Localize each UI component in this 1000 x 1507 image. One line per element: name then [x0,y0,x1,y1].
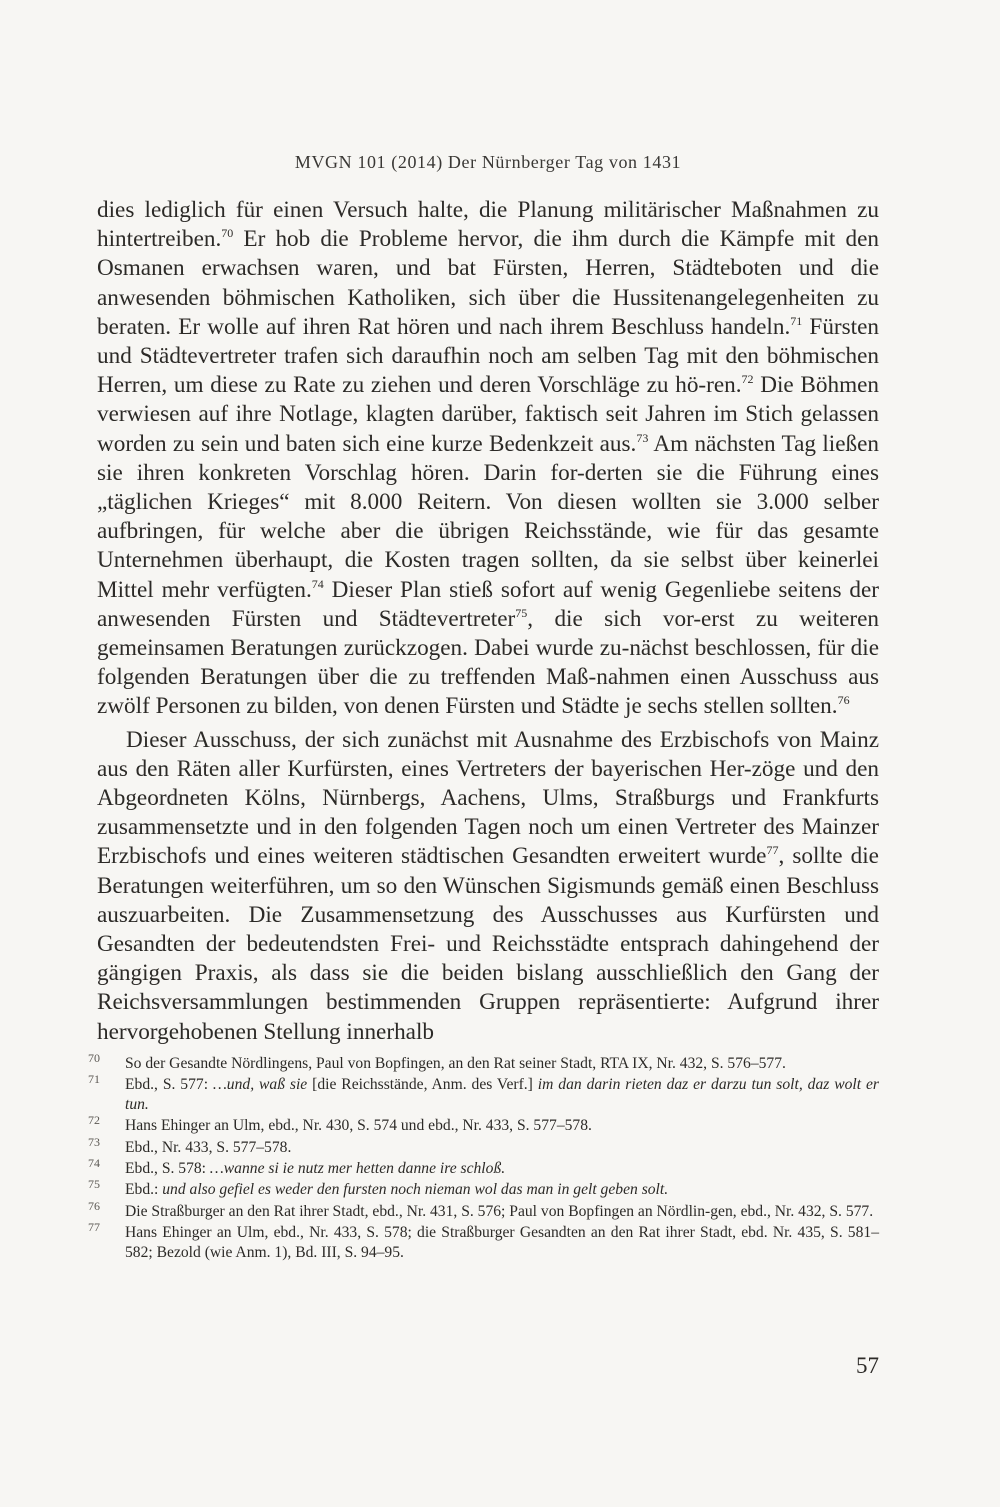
running-head: MVGN 101 (2014) Der Nürnberger Tag von 1431 [294,152,682,172]
footnote-ref: 77 [766,843,779,858]
footnote-number: 73 [88,1134,100,1149]
footnote-text: Hans Ehinger an Ulm, ebd., Nr. 430, S. 574 und ebd., Nr. 433, S. 577–578. [125,1117,592,1135]
footnote-ref: 71 [790,313,803,328]
footnote-text: Ebd.: [125,1181,163,1199]
paragraph-1 [97,196,879,722]
footnote [88,1051,879,1073]
footnote-text: [die Reichsstände, Anm. des Verf.] [307,1076,538,1094]
footnote [88,1198,879,1221]
footnote [88,1220,879,1262]
text-run: , sollte die Beratungen weiterführen, um so den Wünschen Sigismunds gemäß einen Beschluss auszuarbeiten. Die Zusammensetzung des Ausschusses aus Kurfürsten und Gesandten der bedeutendsten Frei- und Reichsstädte entsprach dahingehend der gängigen Praxis, als dass sie die beiden bislang ausschließlich den Gang der Reichsversammlungen bestimmenden Gruppen repräsentierte: Aufgrund ihrer hervorgehobenen Stellung innerhalb [97,843,879,1045]
footnote-quote: …und, waß sie [212,1076,308,1094]
footnote-number: 72 [88,1113,100,1128]
footnote-text: Die Straßburger an den Rat ihrer Stadt, ebd., Nr. 431, S. 576; Paul von Bopfingen an Nördlin-gen, ebd., Nr. 432, S. 577. [125,1202,874,1220]
footnote [88,1177,879,1199]
footnote-ref: 73 [636,430,649,445]
text-run: Fürsten und Städtevertreter trafen sich daraufhin noch am selben Tag mit den böhmischen Herren, um diese zu Rate zu ziehen und deren Vorschläge zu hö-ren. [97,313,879,399]
footnote-quote: …wanne si ie nutz mer hetten danne ire schloß. [209,1160,506,1178]
text-run: Dieser Plan stieß sofort auf wenig Gegenliebe seitens der anwesenden Fürsten und Städtevertreter [97,576,879,632]
footnote-quote: und also gefiel es weder den fursten noch nieman wol das man in gelt geben solt. [162,1181,669,1199]
footnote-ref: 75 [515,605,528,620]
footnote-number: 75 [88,1177,100,1192]
text-run: Er hob die Probleme hervor, die ihm durch die Kämpfe mit den Osmanen erwachsen waren, und bat Fürsten, Herren, Städteboten und die anwesenden böhmischen Katholiken, sich über die Hussitenangelegenheiten zu beraten. Er wolle auf ihren Rat hören und nach ihrem Beschluss handeln. [97,226,879,340]
footnote-number: 74 [88,1156,100,1171]
footnote-text: Ebd., S. 577: [125,1076,213,1094]
footnote-ref: 70 [221,226,234,241]
footnote-text: Ebd., S. 578: [125,1160,210,1178]
text-run: Dieser Ausschuss, der sich zunächst mit Ausnahme des Erzbischofs von Mainz aus den Räten aller Kurfürsten, eines Vertreters der bayerischen Her-zöge und den Abgeordneten Kölns, Nürnbergs, Aachens, Ulms, Straßburgs und Frankfurts zusammensetzte und in den folgenden Tagen noch um einen Vertreter des Mainzer Erzbischofs und eines weiteren städtischen Gesandten erweitert wurde [97,726,879,870]
footnote [88,1156,879,1178]
footnote [88,1113,879,1135]
text-run: , die sich vor-erst zu weiteren gemeinsamen Beratungen zurückzogen. Dabei wurde zu-nächst beschlossen, für die folgenden Beratungen über die zu treffenden Maß-nahmen einen Ausschuss aus zwölf Personen zu bilden, von denen Fürsten und Städte je sechs stellen sollten. [97,605,880,720]
footnote-ref: 74 [311,576,324,591]
paragraph-2 [97,726,879,1047]
main-text [97,196,879,1047]
footnote-ref: 72 [741,372,754,387]
text-run: dies lediglich für einen Versuch halte, die Planung militärischer Maßnahmen zu hintertreiben. [97,197,879,253]
page-number: 57 [856,1353,879,1378]
footnote-quote: im dan darin rieten daz er darzu tun solt, daz wolt er tun. [125,1076,879,1113]
footnote-text: Hans Ehinger an Ulm, ebd., Nr. 433, S. 578; die Straßburger Gesandten an den Rat ihrer Stadt, ebd. Nr. 435, S. 581–582; Bezold (wie Anm. 1), Bd. III, S. 94–95. [125,1224,879,1261]
footnote-number: 70 [88,1051,100,1065]
footnote-number: 71 [88,1072,100,1087]
footnotes [88,1051,879,1264]
book-page [88,0,880,1507]
footnote [88,1134,879,1157]
text-run: Am nächsten Tag ließen sie ihren konkreten Vorschlag hören. Darin for-derten sie die Führung eines „täglichen Krieges“ mit 8.000 Reitern. Von diesen wollten sie 3.000 selber aufbringen, für welche aber die übrigen Reichsstände, wie für das gesamte Unternehmen überhaupt, die Kosten tragen sollten, da sie selbst über keinerlei Mittel mehr verfügten. [97,430,879,603]
footnote-number: 76 [88,1198,100,1213]
footnote [88,1072,879,1114]
footnote-text: So der Gesandte Nördlingens, Paul von Bopfingen, an den Rat seiner Stadt, RTA IX, Nr. 432, S. 576–577. [125,1055,786,1072]
text-run: Die Böhmen verwiesen auf ihre Notlage, klagten darüber, faktisch seit Jahren im Stich gelassen worden zu sein und baten sich eine kurze Bedenkzeit aus. [97,372,879,457]
footnote-number: 77 [88,1220,100,1235]
footnote-text: Ebd., Nr. 433, S. 577–578. [125,1138,292,1156]
footnote-ref: 76 [837,693,850,708]
